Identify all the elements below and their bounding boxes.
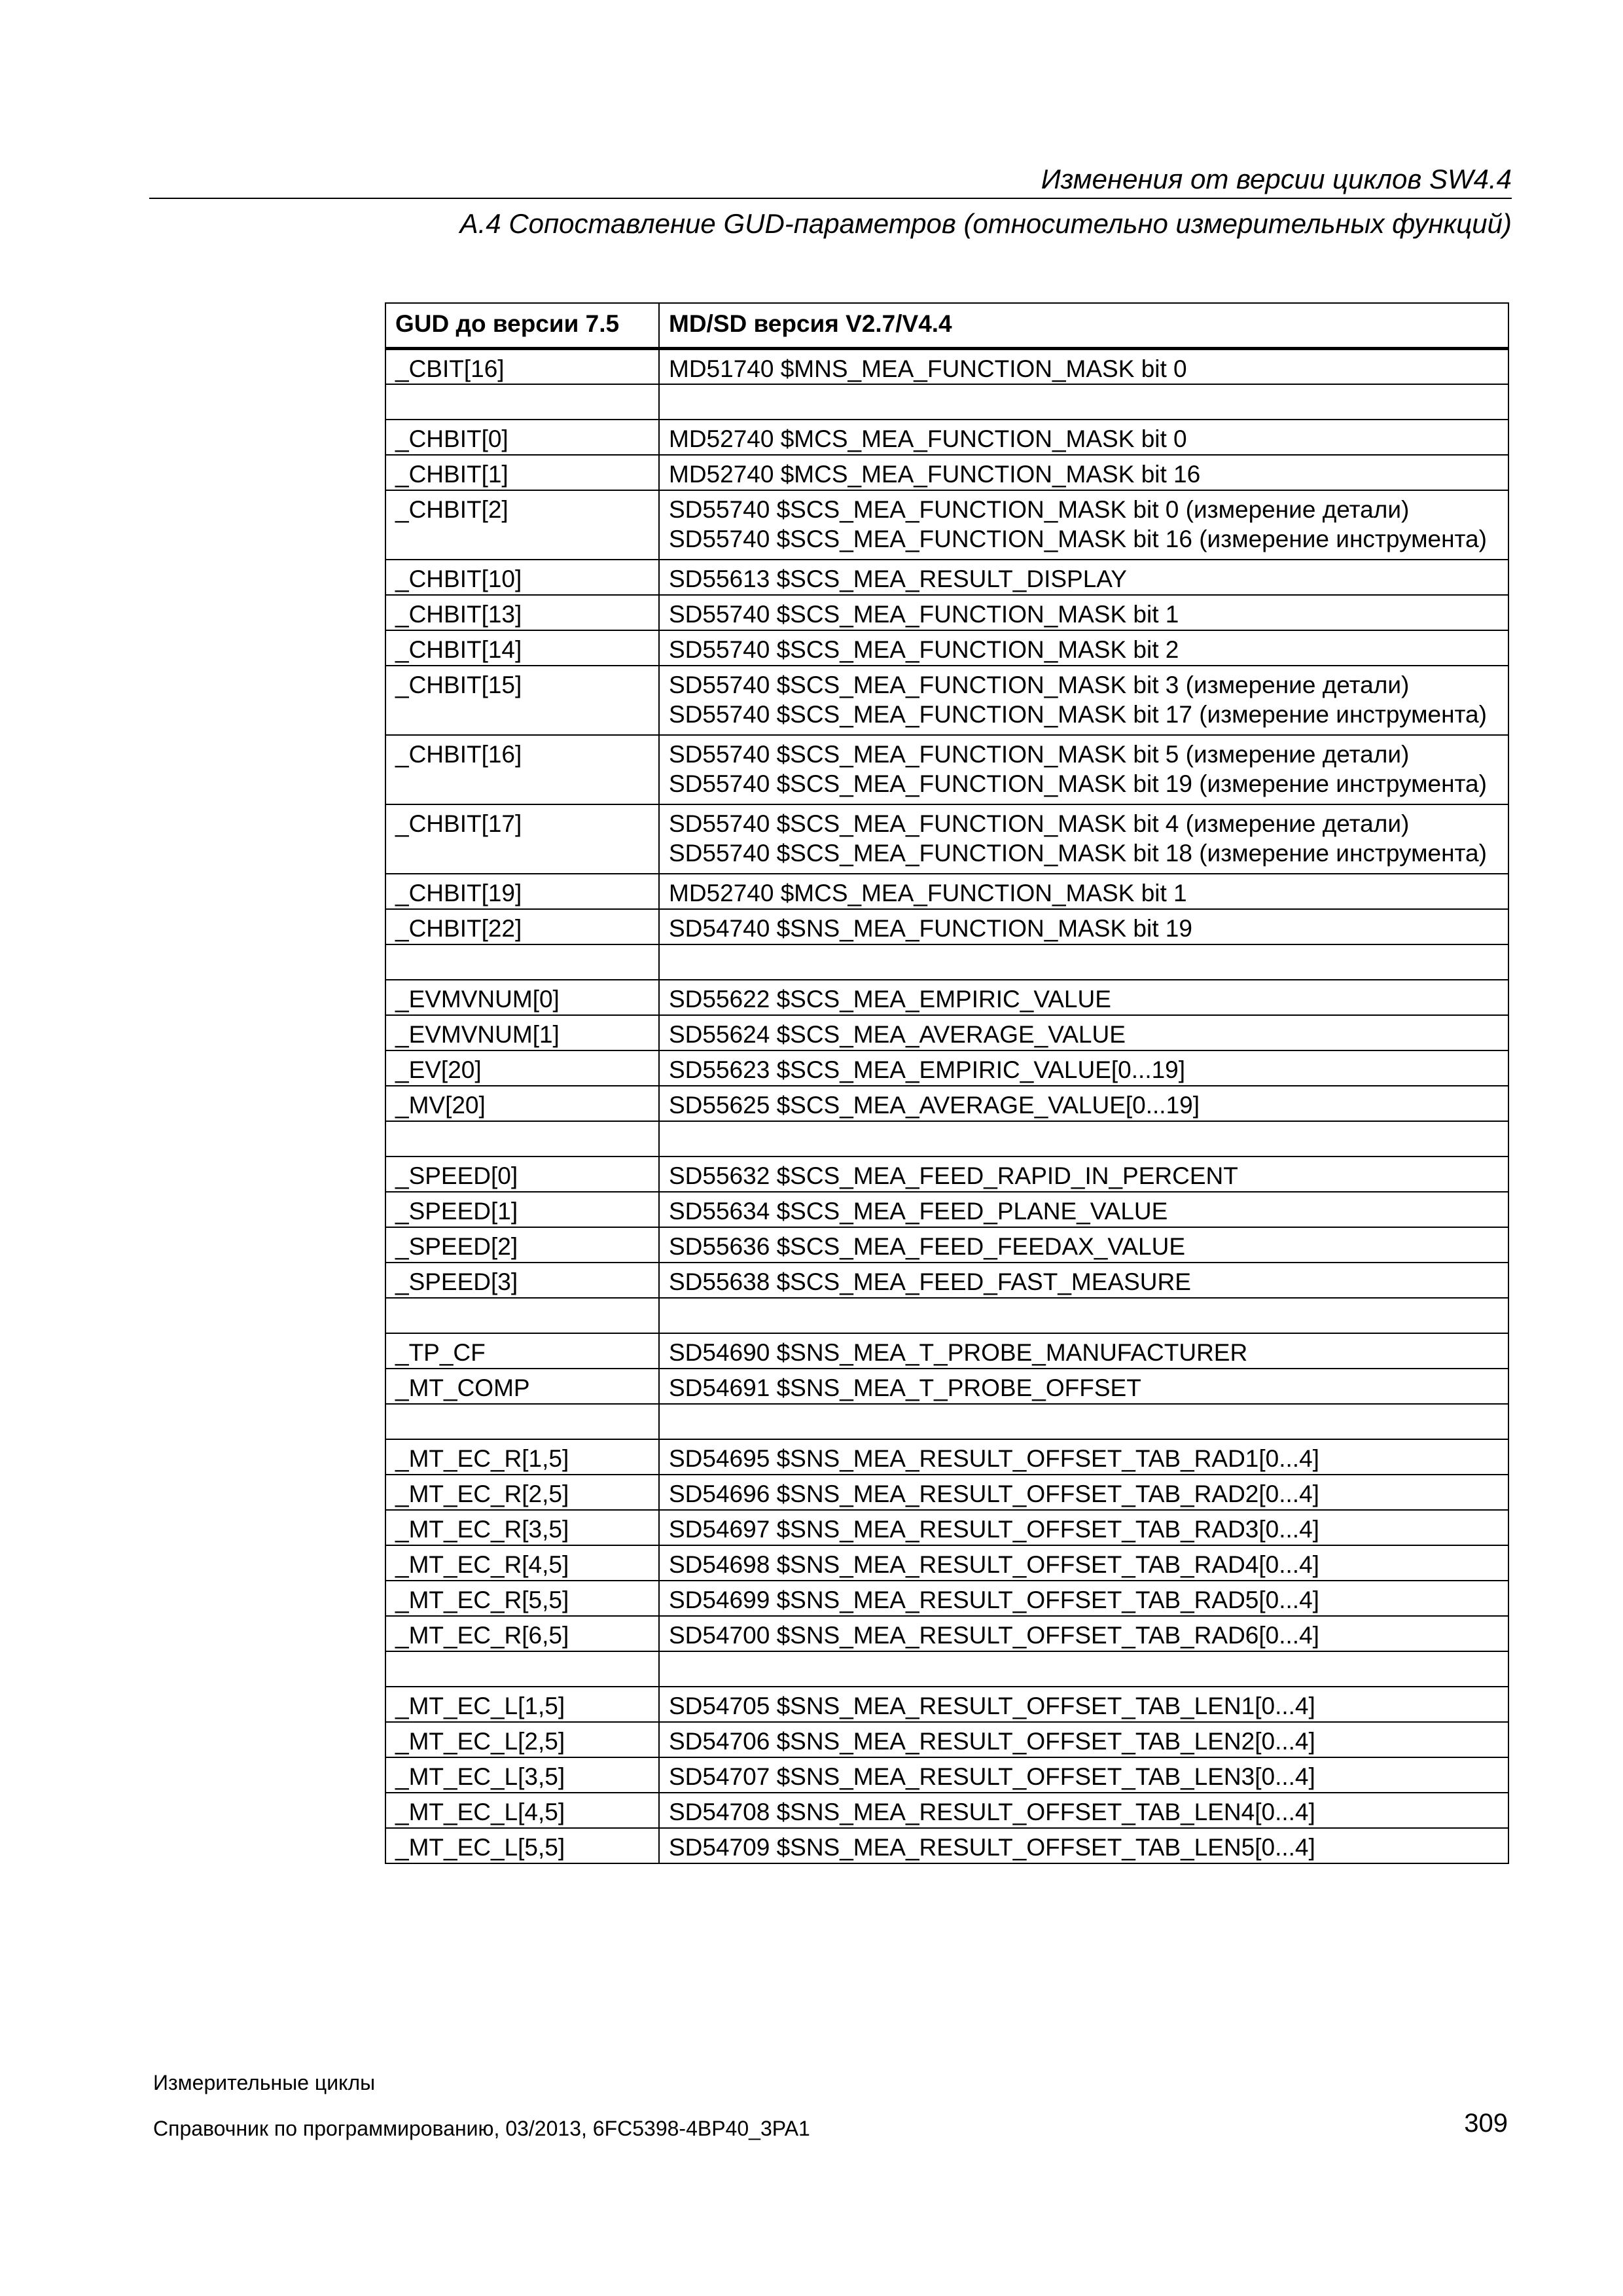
mdsd-cell (659, 1581, 1508, 1616)
table-row (385, 1439, 1508, 1475)
gud-cell: _MT_EC_R[5,5] (385, 1581, 659, 1616)
mdsd-line: SD55740 $SCS_MEA_FUNCTION_MASK bit 17 (измерение инструмента) (669, 701, 1487, 728)
gud-cell (385, 1404, 659, 1439)
mdsd-line: SD54706 $SNS_MEA_RESULT_OFFSET_TAB_LEN2[0...4] (669, 1728, 1315, 1755)
table-row (385, 384, 1508, 420)
table-row (385, 1757, 1508, 1793)
mdsd-cell (659, 944, 1508, 980)
gud-cell (385, 1651, 659, 1687)
gud-cell: _SPEED[3] (385, 1263, 659, 1298)
gud-cell: _MT_EC_R[4,5] (385, 1545, 659, 1581)
table-header-row (385, 303, 1508, 349)
mdsd-cell (659, 1404, 1508, 1439)
mdsd-cell (659, 1651, 1508, 1687)
table-row (385, 1687, 1508, 1722)
gud-cell: _CHBIT[16] (385, 735, 659, 804)
table-row (385, 1475, 1508, 1510)
table-row (385, 1581, 1508, 1616)
table-row (385, 1404, 1508, 1439)
mdsd-line: SD54690 $SNS_MEA_T_PROBE_MANUFACTURER (669, 1339, 1248, 1366)
table-row (385, 1616, 1508, 1651)
gud-cell: _CHBIT[13] (385, 595, 659, 630)
mdsd-line: SD55740 $SCS_MEA_FUNCTION_MASK bit 3 (измерение детали) (669, 672, 1410, 698)
gud-cell: _CHBIT[17] (385, 804, 659, 874)
table-row (385, 1157, 1508, 1192)
footer-reference: Справочник по программированию, 03/2013, 6FC5398-4BP40_3PA1 (153, 2117, 810, 2140)
chapter-title: Изменения от версии циклов SW4.4 (1041, 164, 1512, 194)
gud-cell: _MT_EC_R[3,5] (385, 1510, 659, 1545)
gud-mapping-table (385, 302, 1509, 1864)
table-row (385, 630, 1508, 666)
mdsd-cell (659, 1333, 1508, 1369)
table-row (385, 804, 1508, 874)
table-row (385, 1263, 1508, 1298)
table-row (385, 1369, 1508, 1404)
gud-cell: _SPEED[0] (385, 1157, 659, 1192)
gud-cell: _TP_CF (385, 1333, 659, 1369)
table-row (385, 1722, 1508, 1757)
table-row (385, 1192, 1508, 1227)
mdsd-line: SD55634 $SCS_MEA_FEED_PLANE_VALUE (669, 1198, 1168, 1225)
gud-cell: _CHBIT[22] (385, 909, 659, 944)
table-row (385, 1651, 1508, 1687)
mdsd-line: SD54740 $SNS_MEA_FUNCTION_MASK bit 19 (669, 915, 1192, 942)
table-row (385, 595, 1508, 630)
section-title: A.4 Сопоставление GUD-параметров (относительно измерительных функций) (459, 208, 1512, 239)
gud-cell (385, 944, 659, 980)
table-row (385, 349, 1508, 385)
mdsd-line: SD55740 $SCS_MEA_FUNCTION_MASK bit 2 (669, 636, 1179, 663)
mdsd-cell (659, 1192, 1508, 1227)
mdsd-cell (659, 1475, 1508, 1510)
table-row (385, 455, 1508, 490)
mdsd-line: SD54697 $SNS_MEA_RESULT_OFFSET_TAB_RAD3[0...4] (669, 1516, 1319, 1543)
gud-cell: _EVMVNUM[1] (385, 1015, 659, 1050)
mdsd-cell (659, 874, 1508, 909)
mdsd-cell (659, 1545, 1508, 1581)
mdsd-cell (659, 666, 1508, 735)
mdsd-line: SD55636 $SCS_MEA_FEED_FEEDAX_VALUE (669, 1233, 1186, 1260)
gud-cell: _MT_COMP (385, 1369, 659, 1404)
gud-cell: _SPEED[2] (385, 1227, 659, 1263)
mdsd-cell (659, 630, 1508, 666)
gud-cell: _MT_EC_L[4,5] (385, 1793, 659, 1828)
gud-cell: _CHBIT[2] (385, 490, 659, 560)
gud-cell: _CHBIT[19] (385, 874, 659, 909)
mdsd-line: SD55613 $SCS_MEA_RESULT_DISPLAY (669, 565, 1127, 592)
mdsd-cell (659, 1050, 1508, 1086)
mdsd-cell (659, 1757, 1508, 1793)
mdsd-cell (659, 384, 1508, 420)
mdsd-line: SD54699 $SNS_MEA_RESULT_OFFSET_TAB_RAD5[0...4] (669, 1587, 1319, 1613)
gud-cell: _MT_EC_R[6,5] (385, 1616, 659, 1651)
mdsd-line: MD52740 $MCS_MEA_FUNCTION_MASK bit 16 (669, 461, 1201, 488)
table-body (385, 349, 1508, 1864)
table-row (385, 560, 1508, 595)
mdsd-line: SD55625 $SCS_MEA_AVERAGE_VALUE[0...19] (669, 1092, 1200, 1119)
mdsd-line: SD55740 $SCS_MEA_FUNCTION_MASK bit 16 (измерение инструмента) (669, 526, 1487, 552)
table-row (385, 980, 1508, 1015)
table-row (385, 1050, 1508, 1086)
mdsd-cell (659, 1298, 1508, 1333)
mdsd-line: SD54700 $SNS_MEA_RESULT_OFFSET_TAB_RAD6[0...4] (669, 1622, 1319, 1649)
gud-cell: _CHBIT[10] (385, 560, 659, 595)
table-row (385, 1510, 1508, 1545)
mdsd-cell (659, 1369, 1508, 1404)
mdsd-line: SD55740 $SCS_MEA_FUNCTION_MASK bit 1 (669, 601, 1179, 628)
footer-book-title: Измерительные циклы (153, 2071, 376, 2094)
mdsd-line: SD55740 $SCS_MEA_FUNCTION_MASK bit 18 (измерение инструмента) (669, 840, 1487, 867)
mdsd-cell (659, 804, 1508, 874)
mdsd-cell (659, 560, 1508, 595)
table-row (385, 1545, 1508, 1581)
mdsd-cell (659, 909, 1508, 944)
mdsd-line: SD54698 $SNS_MEA_RESULT_OFFSET_TAB_RAD4[0...4] (669, 1551, 1319, 1578)
gud-cell (385, 384, 659, 420)
header-rule (149, 198, 1512, 199)
gud-cell: _CHBIT[14] (385, 630, 659, 666)
table-row (385, 420, 1508, 455)
mdsd-line: SD55622 $SCS_MEA_EMPIRIC_VALUE (669, 986, 1111, 1013)
table-row (385, 1121, 1508, 1157)
mdsd-cell (659, 980, 1508, 1015)
mdsd-cell (659, 1157, 1508, 1192)
mdsd-line: SD55632 $SCS_MEA_FEED_RAPID_IN_PERCENT (669, 1162, 1238, 1189)
gud-cell: _EV[20] (385, 1050, 659, 1086)
gud-cell: _CHBIT[15] (385, 666, 659, 735)
gud-cell: _MT_EC_R[2,5] (385, 1475, 659, 1510)
page-number: 309 (1464, 2109, 1508, 2138)
mdsd-cell (659, 1121, 1508, 1157)
mdsd-cell (659, 1828, 1508, 1863)
mdsd-cell (659, 1227, 1508, 1263)
gud-cell (385, 1298, 659, 1333)
mdsd-line: SD54707 $SNS_MEA_RESULT_OFFSET_TAB_LEN3[0...4] (669, 1763, 1315, 1790)
gud-cell: _CBIT[16] (385, 349, 659, 385)
mdsd-cell (659, 595, 1508, 630)
mdsd-line: SD55740 $SCS_MEA_FUNCTION_MASK bit 19 (измерение инструмента) (669, 770, 1487, 797)
gud-cell: _MT_EC_R[1,5] (385, 1439, 659, 1475)
column-header-mdsd: MD/SD версия V2.7/V4.4 (659, 303, 1508, 349)
mdsd-cell (659, 1687, 1508, 1722)
gud-cell: _MT_EC_L[5,5] (385, 1828, 659, 1863)
mdsd-line: SD55740 $SCS_MEA_FUNCTION_MASK bit 5 (измерение детали) (669, 741, 1410, 768)
table-row (385, 909, 1508, 944)
mdsd-line: SD55623 $SCS_MEA_EMPIRIC_VALUE[0...19] (669, 1056, 1186, 1083)
table-row (385, 1227, 1508, 1263)
table-row (385, 1298, 1508, 1333)
mdsd-line: MD51740 $MNS_MEA_FUNCTION_MASK bit 0 (669, 355, 1187, 382)
mdsd-cell (659, 1015, 1508, 1050)
mdsd-cell (659, 1086, 1508, 1121)
mdsd-line: SD54709 $SNS_MEA_RESULT_OFFSET_TAB_LEN5[0...4] (669, 1834, 1315, 1861)
table-row (385, 1086, 1508, 1121)
mdsd-line: SD55624 $SCS_MEA_AVERAGE_VALUE (669, 1021, 1126, 1048)
mdsd-line: SD54708 $SNS_MEA_RESULT_OFFSET_TAB_LEN4[0...4] (669, 1799, 1315, 1825)
mdsd-cell (659, 1722, 1508, 1757)
table-row (385, 490, 1508, 560)
mdsd-cell (659, 349, 1508, 385)
gud-cell: _CHBIT[1] (385, 455, 659, 490)
table-row (385, 1015, 1508, 1050)
mdsd-line: MD52740 $MCS_MEA_FUNCTION_MASK bit 0 (669, 425, 1187, 452)
table-row (385, 1828, 1508, 1863)
mdsd-line: SD54696 $SNS_MEA_RESULT_OFFSET_TAB_RAD2[0...4] (669, 1480, 1319, 1507)
mdsd-cell (659, 490, 1508, 560)
mdsd-line: SD54691 $SNS_MEA_T_PROBE_OFFSET (669, 1374, 1141, 1401)
gud-cell (385, 1121, 659, 1157)
gud-cell: _EVMVNUM[0] (385, 980, 659, 1015)
mdsd-line: SD54705 $SNS_MEA_RESULT_OFFSET_TAB_LEN1[0...4] (669, 1693, 1315, 1719)
table-row (385, 1333, 1508, 1369)
table-row (385, 944, 1508, 980)
table-row (385, 1793, 1508, 1828)
gud-cell: _MT_EC_L[2,5] (385, 1722, 659, 1757)
mdsd-line: SD55740 $SCS_MEA_FUNCTION_MASK bit 4 (измерение детали) (669, 810, 1410, 837)
gud-cell: _SPEED[1] (385, 1192, 659, 1227)
mdsd-cell (659, 420, 1508, 455)
gud-cell: _MT_EC_L[1,5] (385, 1687, 659, 1722)
mdsd-line: SD54695 $SNS_MEA_RESULT_OFFSET_TAB_RAD1[0...4] (669, 1445, 1319, 1472)
table-row (385, 666, 1508, 735)
column-header-gud: GUD до версии 7.5 (385, 303, 659, 349)
mdsd-cell (659, 1510, 1508, 1545)
table-row (385, 735, 1508, 804)
mdsd-cell (659, 735, 1508, 804)
mdsd-cell (659, 455, 1508, 490)
mdsd-line: SD55740 $SCS_MEA_FUNCTION_MASK bit 0 (измерение детали) (669, 496, 1410, 523)
mdsd-line: MD52740 $MCS_MEA_FUNCTION_MASK bit 1 (669, 880, 1187, 906)
gud-cell: _CHBIT[0] (385, 420, 659, 455)
gud-cell: _MT_EC_L[3,5] (385, 1757, 659, 1793)
mdsd-cell (659, 1793, 1508, 1828)
mdsd-line: SD55638 $SCS_MEA_FEED_FAST_MEASURE (669, 1268, 1191, 1295)
gud-cell: _MV[20] (385, 1086, 659, 1121)
mdsd-cell (659, 1616, 1508, 1651)
table-row (385, 874, 1508, 909)
mdsd-cell (659, 1263, 1508, 1298)
mdsd-cell (659, 1439, 1508, 1475)
